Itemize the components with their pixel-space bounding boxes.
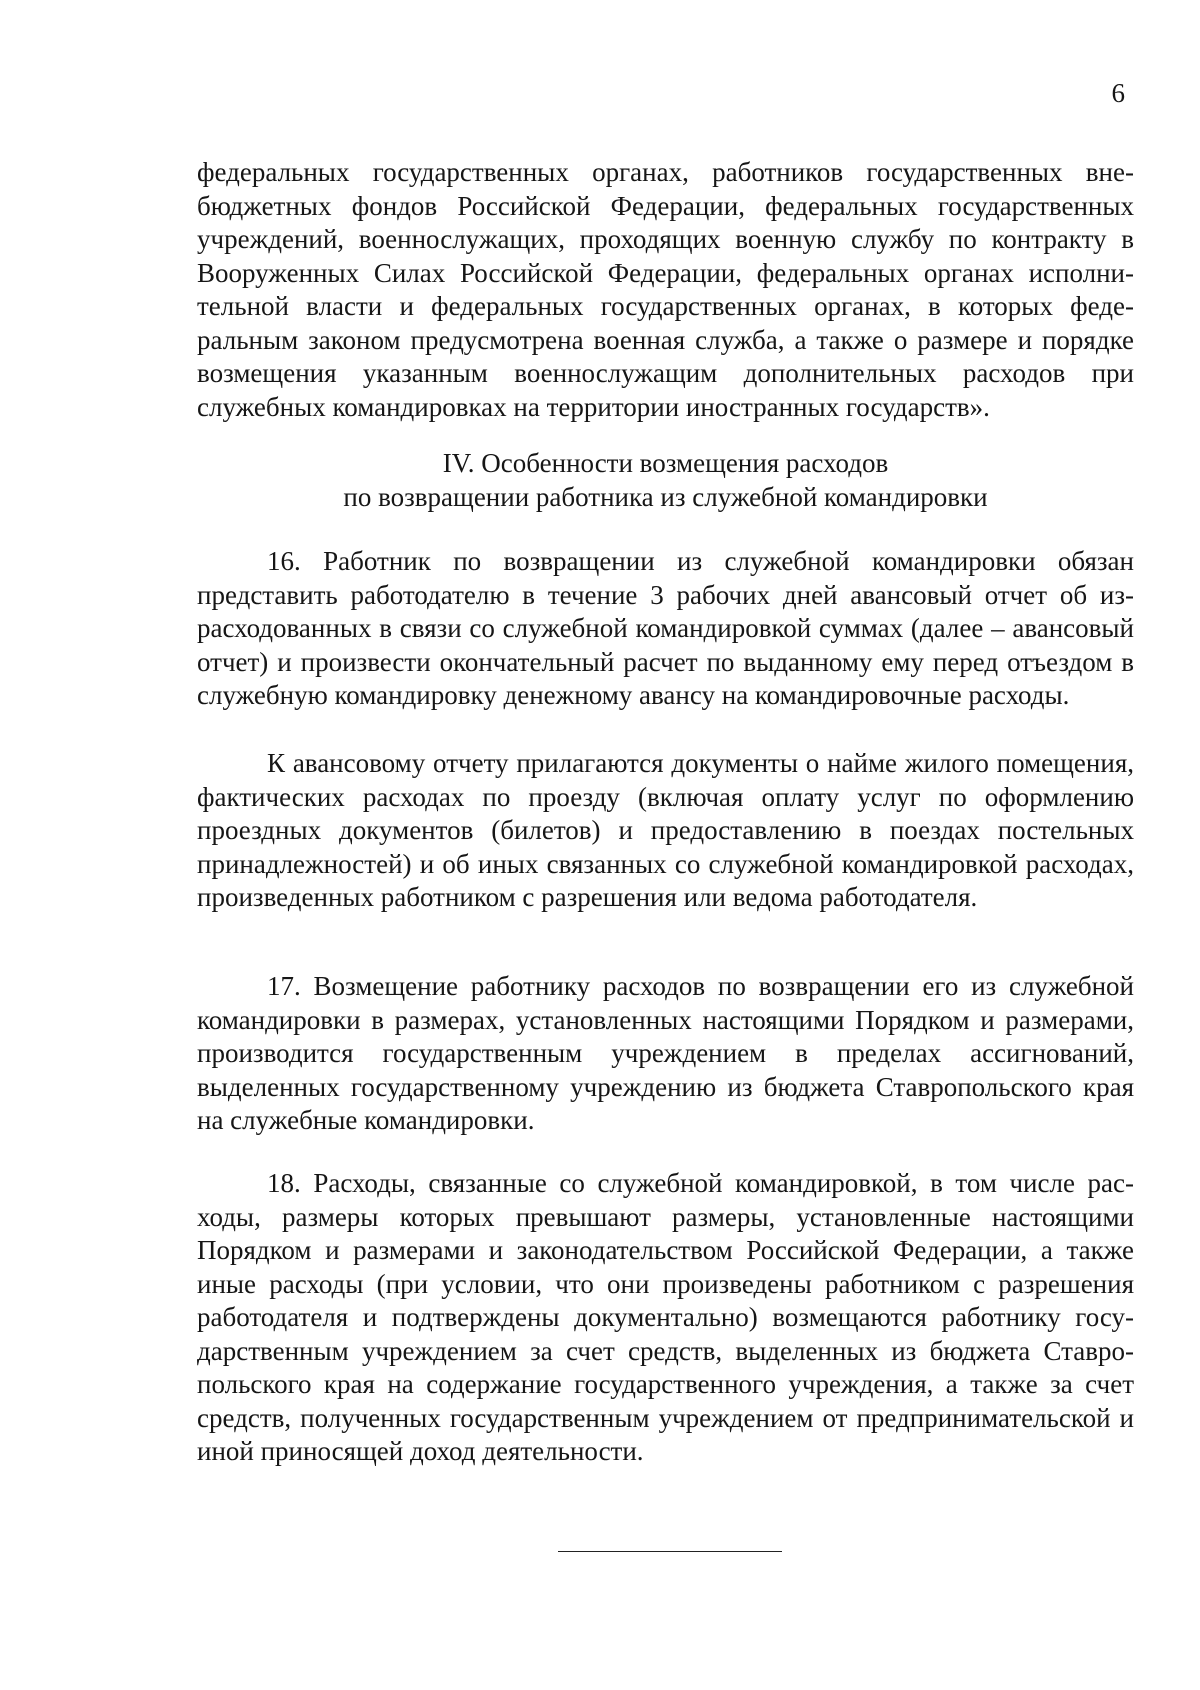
- paragraph-18: [197, 1167, 1134, 1469]
- section-heading-line-2: по возвращении работника из служебной командировки: [343, 481, 988, 512]
- section-heading: [197, 447, 1134, 514]
- paragraph-text: федеральных государственных органах, работников государственных внебюджетных фондов Российской Федерации, федеральных государственных учреждений, военнослужащих, проходящих военную службу по контракту в Вооруженных Силах Российской Федерации, федеральных органах исполнительной власти и федеральных государственных органах, в которых федеральным законом предусмотрена военная служба, а также о размере и порядке возмещения указанным военнослужащим дополнительных расходов при служебных командировках на территории иностранных государств».: [197, 157, 1134, 422]
- paragraph-text: К авансовому отчету прилагаются документы о найме жилого помещения, фактических расходах по проезду (включая оплату услуг по оформлению проездных документов (билетов) и предоставлению в поездах постельных принадлежностей) и об иных связанных со служебной командировкой расходах, произведенных работником с разрешения или ведома работодателя.: [197, 748, 1134, 912]
- paragraph-16-attachments: [197, 747, 1134, 915]
- section-heading-line-1: IV. Особенности возмещения расходов: [442, 448, 889, 478]
- paragraph-text: 17. Возмещение работнику расходов по возвращении его из служебной командировки в размерах, установленных настоящими Порядком и размерами, производится государственным учреждением в пределах ассигнований, выделенных государственному учреждению из бюджета Ставропольского края на служебные командировки.: [197, 971, 1134, 1135]
- end-of-document-rule: [558, 1551, 782, 1552]
- paragraph-continuation: [197, 156, 1134, 424]
- paragraph-text: 16. Работник по возвращении из служебной командировки обязан представить работодателю в течение 3 рабочих дней авансовый отчет об израсходованных в связи со служебной командировкой суммах (далее – авансовый отчет) и произвести окончательный расчет по выданному ему перед отъездом в служебную командировку денежному авансу на командировочные расходы.: [197, 546, 1134, 710]
- paragraph-17: [197, 970, 1134, 1138]
- paragraph-text: 18. Расходы, связанные со служебной командировкой, в том числе расходы, размеры которых превышают размеры, установленные настоящими Порядком и размерами и законодательством Российской Федерации, а также иные расходы (при условии, что они произведены работником с разрешения работодателя и подтверждены документально) возмещаются работнику государственным учреждением за счет средств, выделенных из бюджета Ставропольского края на содержание государственного учреждения, а также за счет средств, полученных государственным учреждением от предпринимательской и иной приносящей доход деятельности.: [197, 1168, 1134, 1466]
- page-number: 6: [1111, 78, 1125, 108]
- paragraph-16: [197, 545, 1134, 713]
